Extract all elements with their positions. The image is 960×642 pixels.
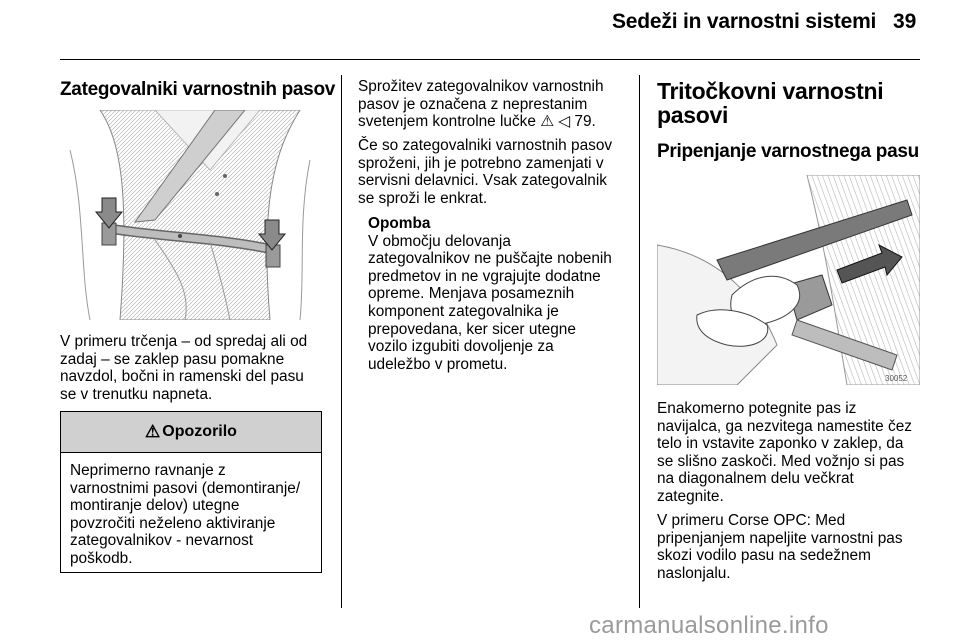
header-rule [60, 59, 920, 60]
warning-box [60, 411, 322, 573]
figure-fastening-illustration [657, 175, 920, 385]
fastening-instructions: Enakomerno potegnite pas iz navijalca, ga nezvitega namestite čez telo in vstavite zaponko v zaklep, da se slišno zaskoči. Med vožnjo si pas na diagonalnem delu večkrat zategnite. [657, 400, 912, 505]
section-heading-three-point-belts: Tritočkovni varnostni pasovi [657, 78, 884, 128]
note-block: Opomba V območju delovanja zategovalnikov ne puščajte nobenih predmetov in ne vgrajujte dodatne opreme. Menjava posameznih komponent zategovalnika je prepovedana, ker sicer utegne vozilo izgubiti dovoljenje za udeležbo v prometu. [368, 215, 612, 373]
pretensioner-description: V primeru trčenja – od spredaj ali od zadaj – se zaklep pasu pomakne navzdol, bočni in ramenski del pasu se v trenutku napneta. [60, 333, 308, 403]
column-divider-left [341, 75, 342, 608]
warning-title: Opozorilo [162, 423, 237, 440]
page-number: 39 [893, 10, 917, 33]
section-heading-pretensioners: Zategovalniki varnostnih pasov [60, 79, 336, 100]
seat-belt-pretensioner-drawing [60, 110, 322, 320]
watermark: carmanualsonline.info [589, 612, 829, 639]
belt-fastening-drawing [657, 175, 920, 385]
warning-text: Neprimerno ravnanje z varnostnimi pasovi (demontiranje/ montiranje delov) utegne povzročiti neželeno aktiviranje zategovalnikov - nevarnost poškodb. [70, 462, 301, 567]
activation-indicator-text: Sprožitev zategovalnikov varnostnih pasov je označena z neprestanim svetenjem kontrolne lučke ⚠ ◁ 79. [358, 78, 604, 131]
note-label: Opomba [368, 215, 431, 232]
page-header-title: Sedeži in varnostni sistemi [612, 10, 877, 33]
figure-code: 30052 [885, 374, 908, 383]
warning-triangle-icon: ⚠ [145, 422, 161, 441]
replacement-text: Če so zategovalniki varnostnih pasov sproženi, jih je potrebno zamenjati v servisni delavnici. Vsak zategovalnik se sproži le enkrat. [358, 137, 613, 207]
subheading-fastening-belt: Pripenjanje varnostnega pasu [657, 141, 919, 162]
warning-header [61, 412, 321, 453]
column-divider-right [639, 75, 640, 608]
corsa-opc-instructions: V primeru Corse OPC: Med pripenjanjem napeljite varnostni pas skozi vodilo pasu na sedežnem naslonjalu. [657, 512, 903, 582]
figure-pretensioner-illustration [60, 110, 322, 320]
